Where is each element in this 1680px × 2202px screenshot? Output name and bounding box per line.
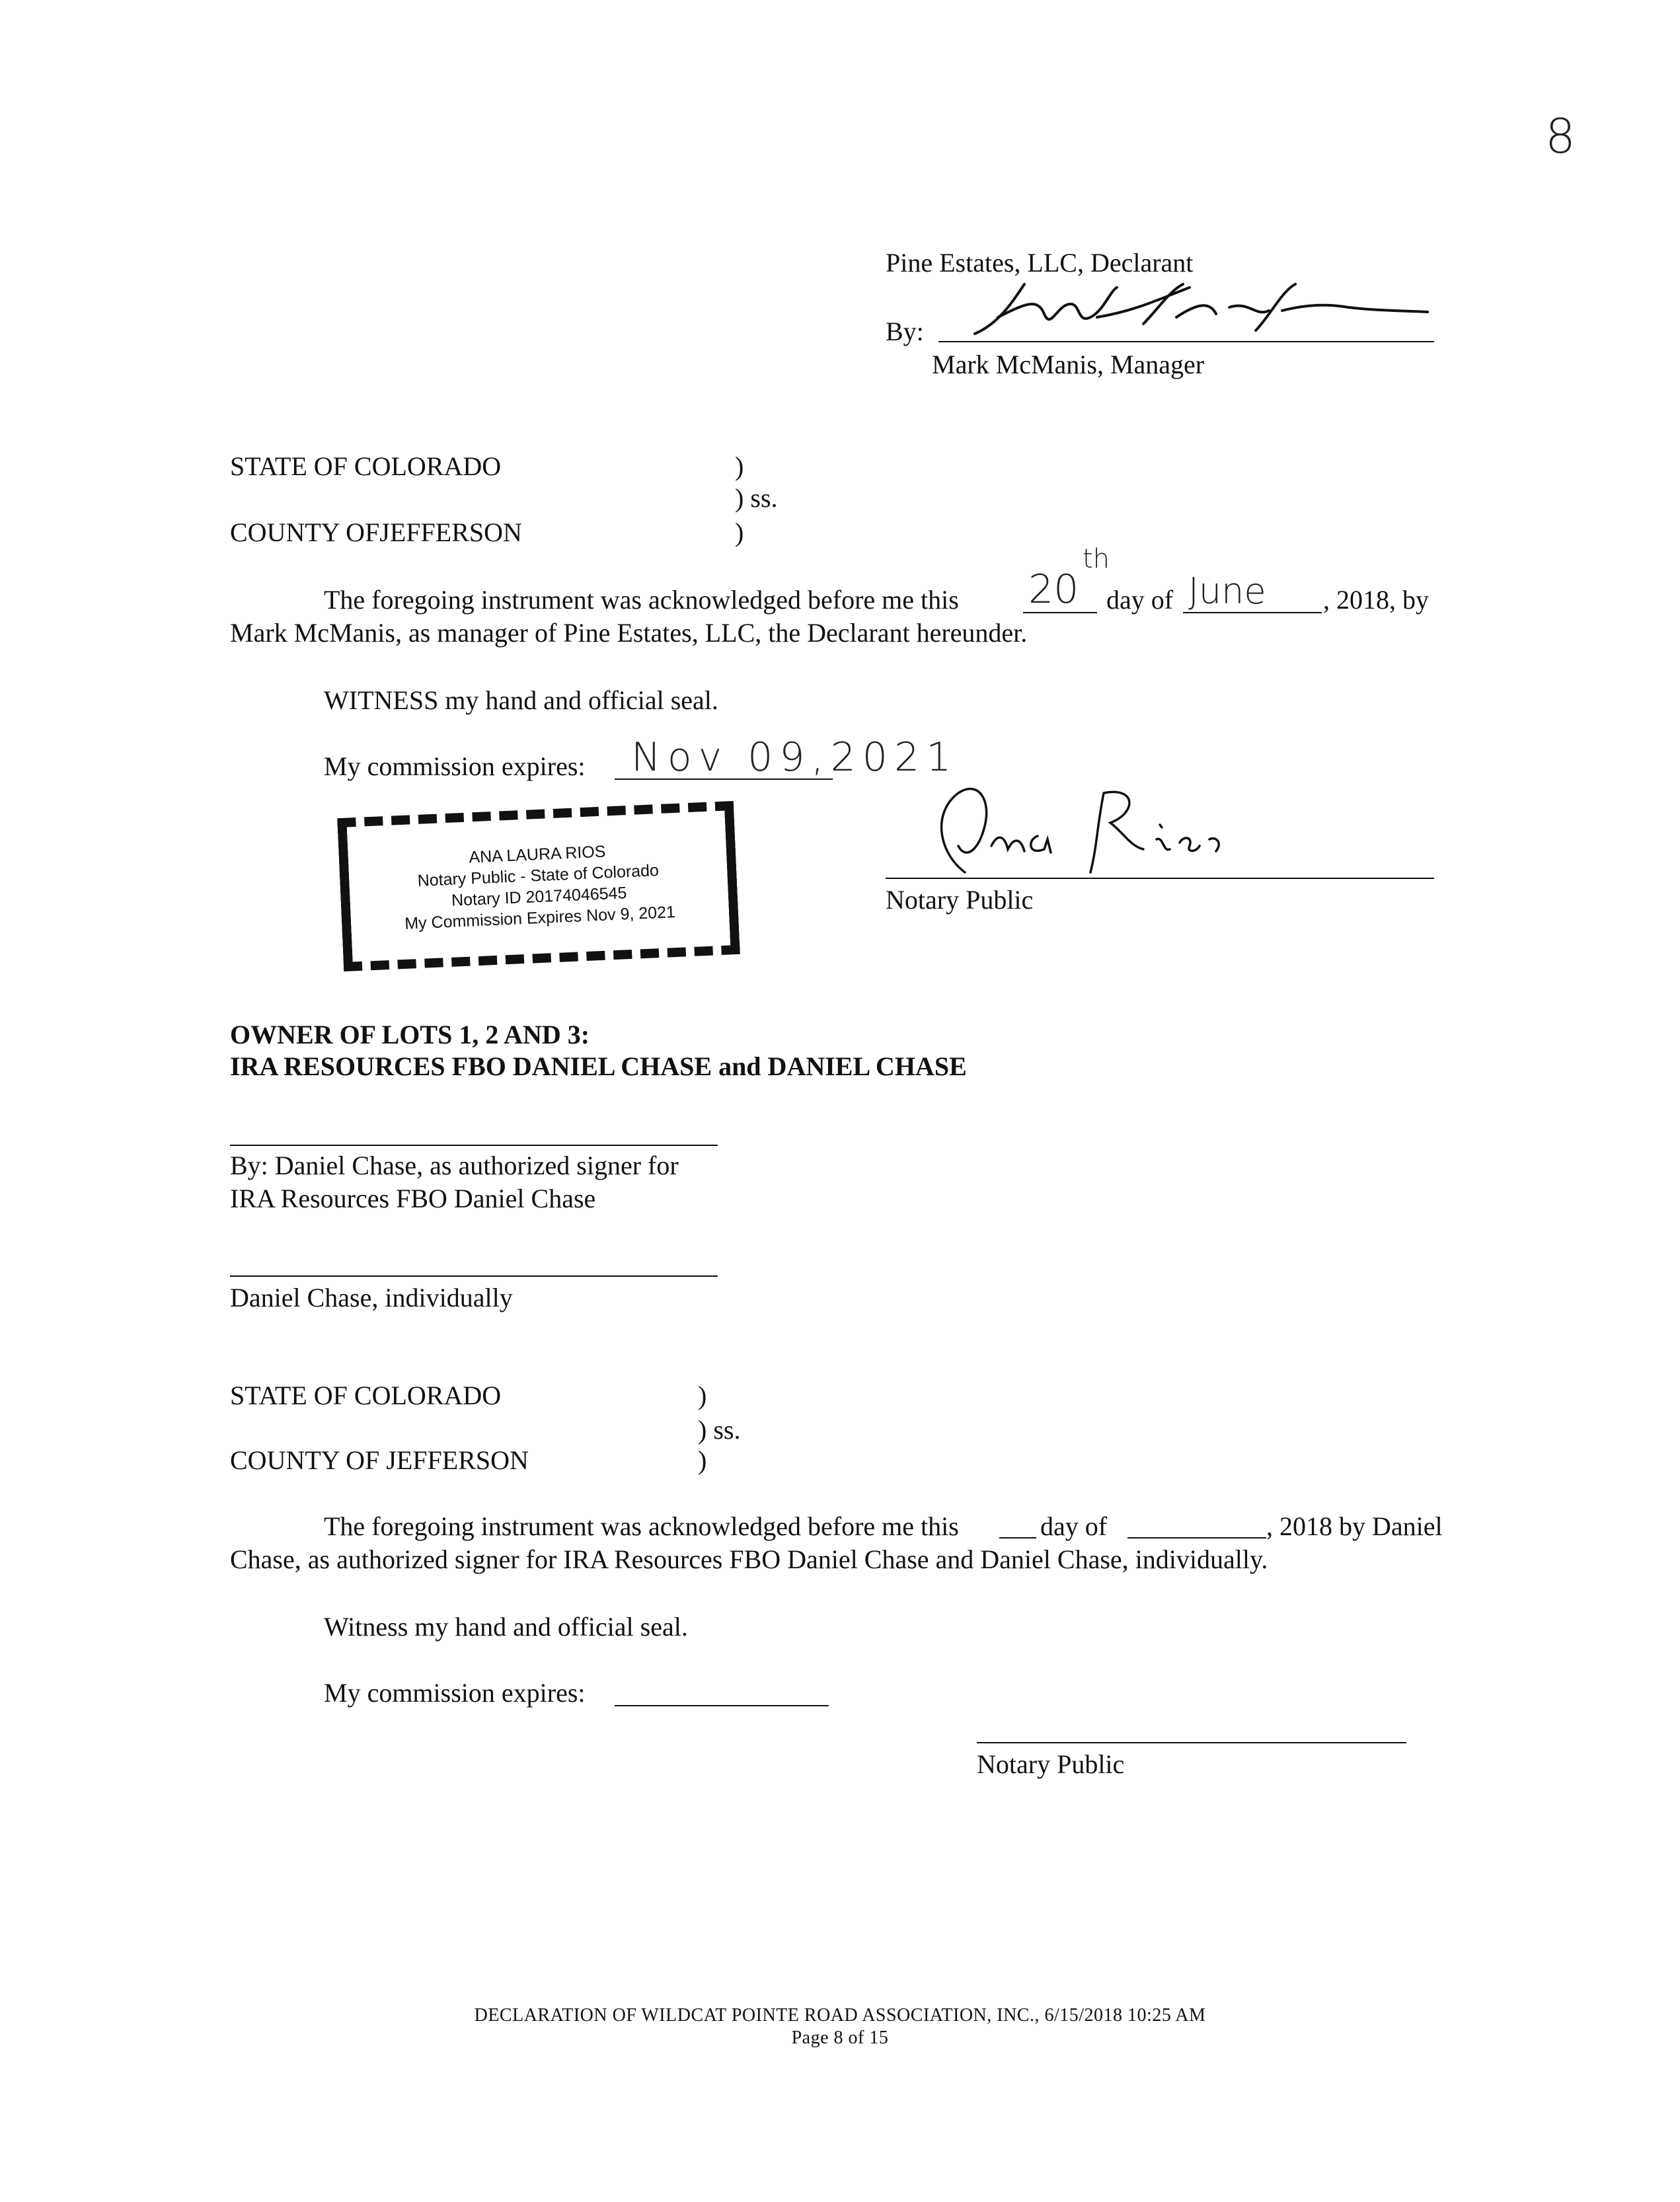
footer-document-title: DECLARATION OF WILDCAT POINTE ROAD ASSOCIATION, INC., 6/15/2018 10:25 AM <box>474 2005 1206 2026</box>
declarant-entity: Pine Estates, LLC, Declarant <box>886 248 1194 278</box>
ack1-commission-value: Nov 09,2021 <box>631 734 958 780</box>
ack1-notary-line <box>886 878 1434 879</box>
ack2-commission-label: My commission expires: <box>324 1678 586 1708</box>
ack1-county: COUNTY OFJEFFERSON <box>230 517 522 547</box>
ack1-commission-label: My commission expires: <box>324 751 586 781</box>
owner-sig1-line2: IRA Resources FBO Daniel Chase <box>230 1184 596 1213</box>
stamp-name: ANA LAURA RIOS <box>468 842 606 867</box>
ack2-text-b: day of <box>1040 1511 1108 1541</box>
ack2-text-c: , 2018 by Daniel <box>1266 1511 1443 1541</box>
ack2-paren-top: ) <box>698 1381 707 1410</box>
ack2-witness: Witness my hand and official seal. <box>324 1612 688 1642</box>
ack1-witness: WITNESS my hand and official seal. <box>324 685 718 715</box>
ack1-text-b: day of <box>1106 585 1174 615</box>
ack2-state: STATE OF COLORADO <box>230 1381 502 1410</box>
ack1-month-value: June <box>1188 570 1266 612</box>
owner-signature-line-1 <box>230 1145 718 1146</box>
ack2-line2: Chase, as authorized signer for IRA Resources FBO Daniel Chase and Daniel Chase, individually. <box>230 1544 1268 1574</box>
ack1-paren-top: ) <box>735 451 744 481</box>
stamp-id: Notary ID 20174046545 <box>451 884 627 910</box>
owner-signature-line-2 <box>230 1275 718 1277</box>
ack1-state: STATE OF COLORADO <box>230 451 502 481</box>
ack1-text-c: , 2018, by <box>1323 585 1429 615</box>
ack1-paren-ss: ) ss. <box>735 483 778 513</box>
declarant-signer: Mark McManis, Manager <box>932 350 1205 379</box>
footer-page-number: Page 8 of 15 <box>791 2028 889 2048</box>
ack1-day-value: 20 <box>1028 566 1079 613</box>
owner-sig1-line1: By: Daniel Chase, as authorized signer for <box>230 1151 679 1180</box>
ack2-text-a: The foregoing instrument was acknowledged before me this <box>324 1511 959 1541</box>
ack1-line2: Mark McManis, as manager of Pine Estates, LLC, the Declarant hereunder. <box>230 618 1028 648</box>
ack2-month-line <box>1127 1537 1266 1538</box>
ack2-paren-bottom: ) <box>698 1445 707 1475</box>
ack2-paren-ss: ) ss. <box>698 1415 741 1445</box>
declarant-by-label: By: <box>886 317 924 346</box>
ack2-notary-label: Notary Public <box>977 1749 1125 1779</box>
handwritten-page-number: 8 <box>1545 108 1576 164</box>
declarant-signature <box>938 278 1441 344</box>
ack1-text-a: The foregoing instrument was acknowledged before me this <box>324 585 959 615</box>
ack1-paren-bottom: ) <box>735 517 744 547</box>
notary-signature <box>886 773 1256 886</box>
stamp-title: Notary Public - State of Colorado <box>417 861 660 890</box>
ack2-day-line <box>999 1537 1036 1538</box>
ack2-commission-line <box>615 1705 829 1706</box>
ack2-notary-line <box>977 1742 1406 1743</box>
notary-stamp <box>337 801 740 971</box>
ack1-day-suffix: th <box>1083 544 1110 574</box>
owner-heading-2: IRA RESOURCES FBO DANIEL CHASE and DANIEL CHASE <box>230 1051 967 1081</box>
ack1-month-line <box>1183 612 1322 613</box>
owner-sig2: Daniel Chase, individually <box>230 1283 513 1312</box>
ack1-notary-label: Notary Public <box>886 885 1034 915</box>
stamp-expires: My Commission Expires Nov 9, 2021 <box>404 903 676 933</box>
owner-heading-1: OWNER OF LOTS 1, 2 AND 3: <box>230 1020 590 1049</box>
ack2-county: COUNTY OF JEFFERSON <box>230 1445 529 1475</box>
